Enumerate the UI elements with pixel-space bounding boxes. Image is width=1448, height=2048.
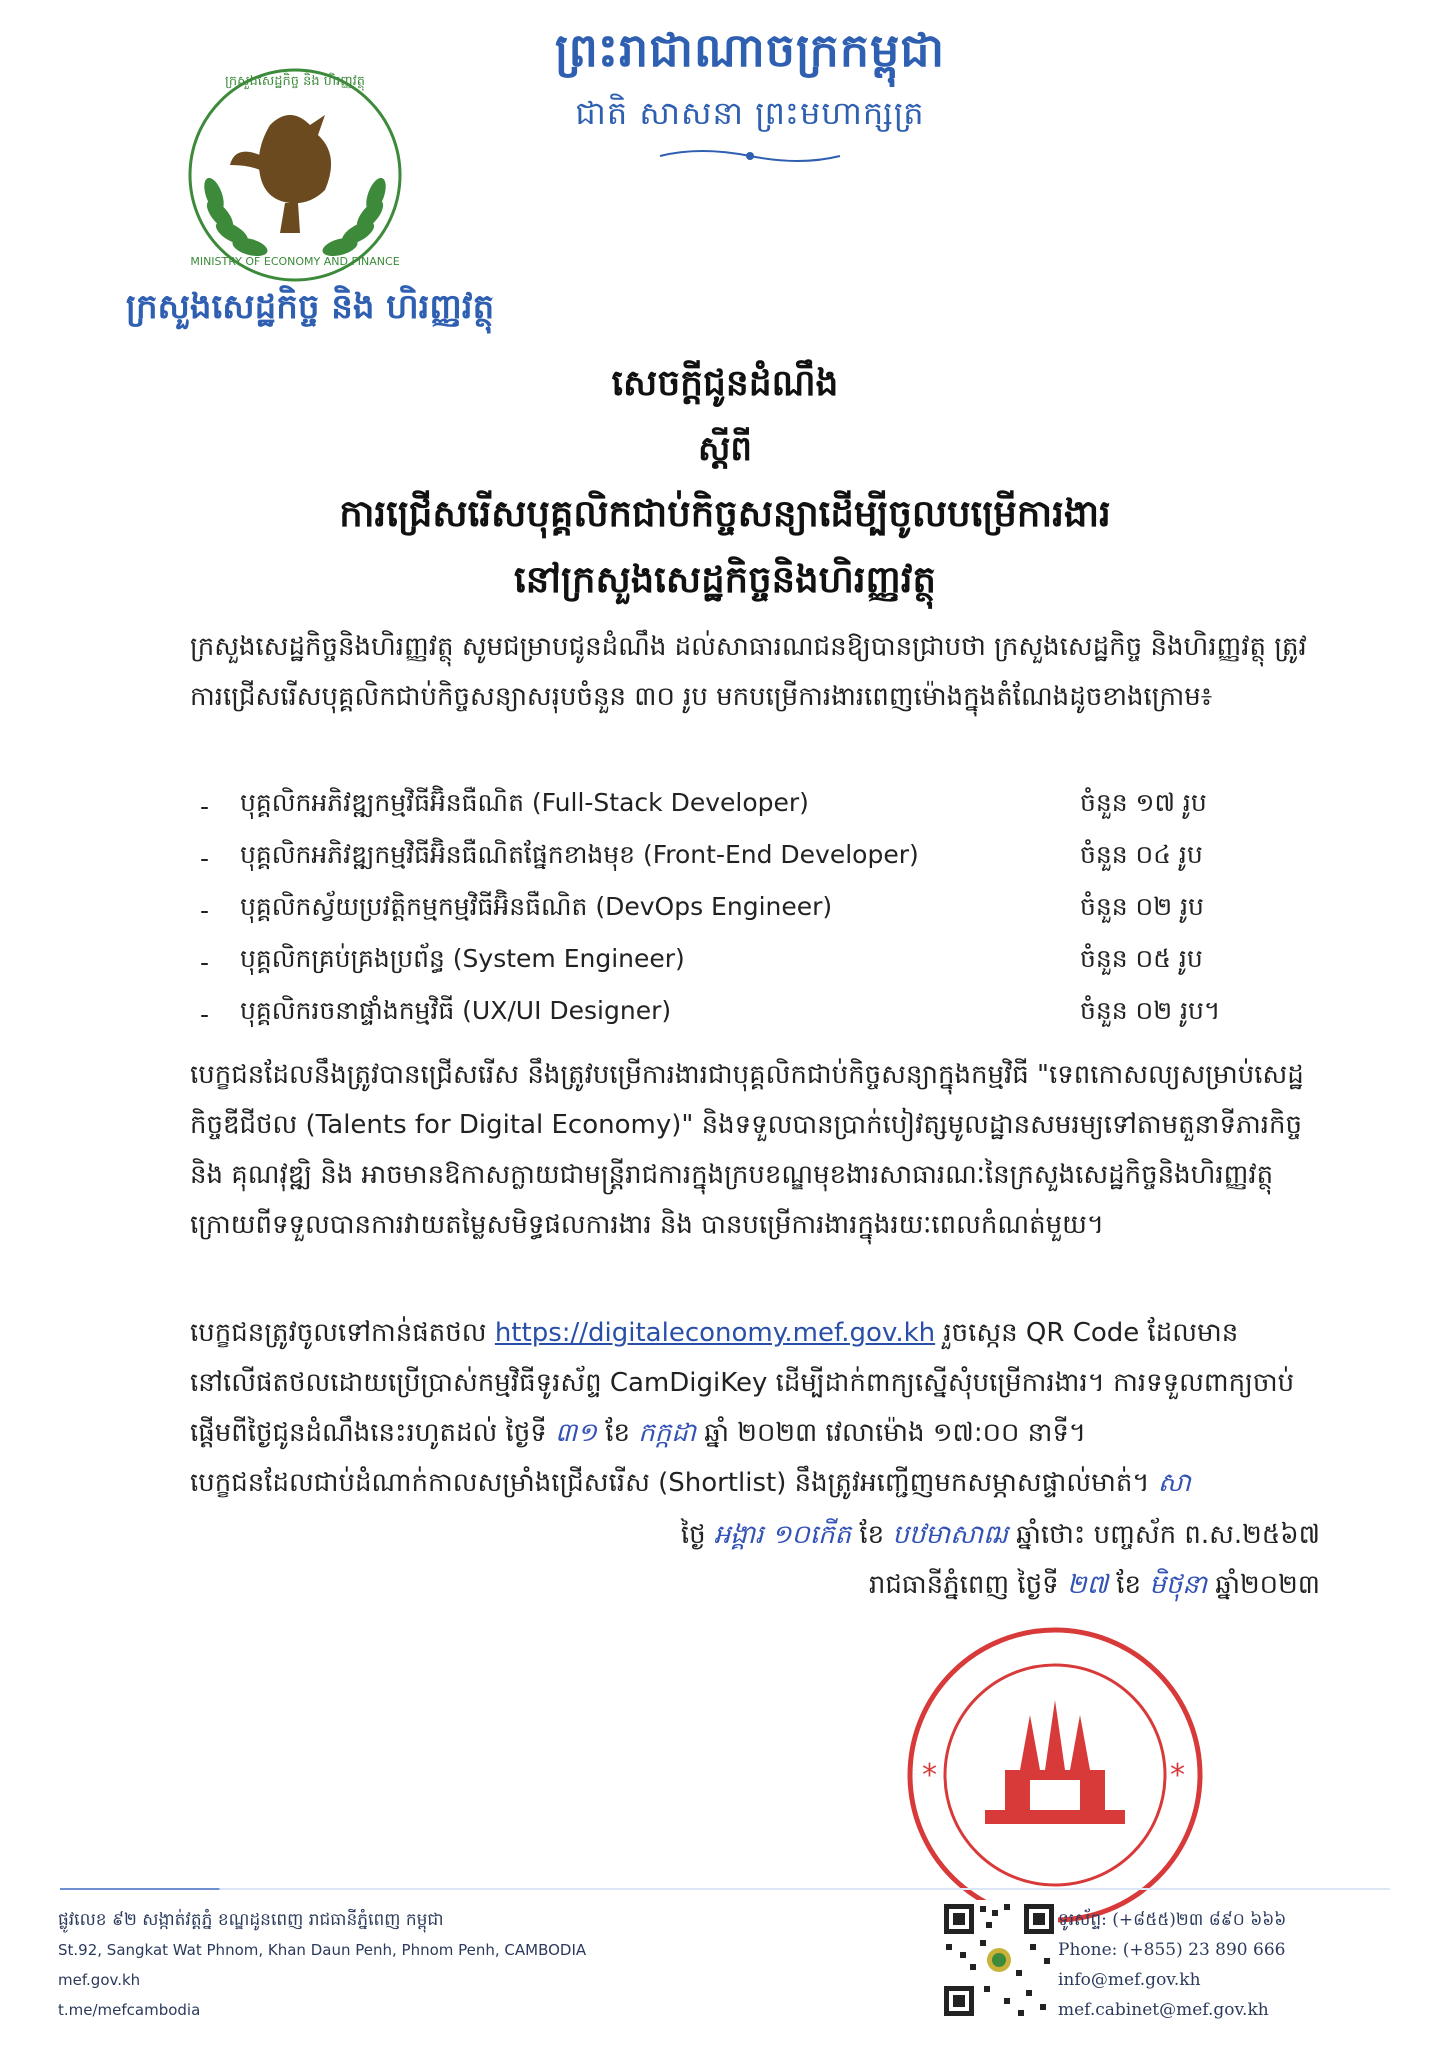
position-label: បុគ្គលិកអភិវឌ្ឍកម្មវិធីអ៊ិនធឺណិតផ្នែកខាងមុខ (Front-End Developer) — [240, 840, 919, 869]
shortlist-paragraph — [190, 1458, 1330, 1508]
position-label: បុគ្គលិករចនាផ្ទាំងកម្មវិធី (UX/UI Designer) — [240, 996, 672, 1025]
lunar-date — [600, 1510, 1320, 1560]
footer-contact — [1058, 1905, 1388, 2025]
list-bullet: - — [200, 895, 210, 925]
date-block — [600, 1510, 1320, 1610]
position-count: ចំនួន ០៥ រូប — [1080, 944, 1203, 973]
telegram-link[interactable]: t.me/mefcambodia — [58, 2001, 201, 2019]
notice-title-block — [160, 360, 1290, 611]
program-paragraph: បេក្ខជនដែលនឹងត្រូវបានជ្រើសរើស នឹងត្រូវបម្រើការងារជាបុគ្គលិកជាប់កិច្ចសន្យាក្នុងកម្មវិធី "ទេពកោសល្យសម្រាប់សេដ្ឋកិច្ចឌីជីថល (Talents for Digital Economy)" និងទទួលបានប្រាក់បៀវត្សមូលដ្ឋានសមរម្យទៅតាមតួនាទីភារកិច្ច និង គុណវុឌ្ឍិ និង អាចមានឱកាសក្លាយជាមន្ត្រីរាជការក្នុងក្របខណ្ឌមុខងារសាធារណៈនៃក្រសួងសេដ្ឋកិច្ចនិងហិរញ្ញវត្ថុ ក្រោយពីទទួលបានការវាយតម្លៃសមិទ្ធផលការងារ និង បានបម្រើការងារក្នុងរយៈពេលកំណត់មួយ។ — [190, 1060, 1304, 1240]
position-count: ចំនួន ០២ រូប។ — [1080, 996, 1221, 1025]
list-item — [200, 988, 1280, 1040]
application-paragraph — [190, 1308, 1330, 1458]
deadline-tail: ឆ្នាំ ២០២៣ វេលាម៉ោង ១៧:០០ នាទី។ — [704, 1418, 1087, 1448]
phone-kh: ទូរស័ព្ទ: (+៨៥៥)២៣ ៨៩០ ៦៦៦ — [1058, 1910, 1287, 1930]
address-en: St.92, Sangkat Wat Phnom, Khan Daun Penh, Phnom Penh, CAMBODIA — [58, 1941, 587, 1959]
notice-subject-label: ស្តីពី — [698, 429, 752, 469]
email-cabinet[interactable]: mef.cabinet@mef.gov.kh — [1058, 2000, 1269, 2020]
lunar-month: បឋមាសាឍ — [892, 1520, 1008, 1550]
positions-list — [200, 780, 1280, 1040]
position-count: ចំនួន ០២ រូប — [1080, 892, 1204, 921]
footer-divider — [60, 1888, 1390, 1890]
solar-day: ២៧ — [1066, 1570, 1108, 1600]
kingdom-motto: ជាតិ សាសនា ព្រះមហាក្សត្រ — [575, 94, 925, 132]
svg-text:*: * — [922, 1758, 937, 1793]
position-label: បុគ្គលិកស្វ័យប្រវត្តិកម្មកម្មវិធីអ៊ិនធឺណិត (DevOps Engineer) — [240, 892, 833, 921]
notice-title: សេចក្តីជូនដំណឹង — [611, 363, 839, 404]
deadline-month: កក្កដា — [638, 1418, 696, 1448]
solar-month-word: ខែ — [1116, 1570, 1141, 1600]
logo-ring-text-kh: ក្រសួងសេដ្ឋកិច្ច និង ហិរញ្ញវត្ថុ — [224, 74, 366, 89]
website-link[interactable]: mef.gov.kh — [58, 1971, 141, 1989]
list-bullet: - — [200, 791, 210, 821]
kingdom-title: ព្រះរាជាណាចក្រកម្ពុជា — [554, 23, 946, 77]
handwritten-mark: សា — [1157, 1468, 1191, 1498]
position-count: ចំនួន ១៧ រូប — [1080, 788, 1207, 817]
list-bullet: - — [200, 843, 210, 873]
address-kh: ផ្លូវលេខ ៩២ សង្កាត់វត្តភ្នំ ខណ្ឌដូនពេញ រាជធានីភ្នំពេញ កម្ពុជា — [58, 1910, 444, 1930]
lunar-prefix: ថ្ងៃ — [680, 1520, 706, 1550]
list-item — [200, 936, 1280, 988]
qr-code[interactable] — [940, 1900, 1058, 2020]
email-info[interactable]: info@mef.gov.kh — [1058, 1970, 1201, 1990]
logo-ring-text-en: MINISTRY OF ECONOMY AND FINANCE — [190, 255, 400, 268]
notice-subject-line1: ការជ្រើសរើសបុគ្គលិកជាប់កិច្ចសន្យាដើម្បីចូលបម្រើការងារ — [339, 492, 1111, 535]
lunar-month-word: ខែ — [859, 1520, 885, 1550]
svg-text:*: * — [1170, 1758, 1185, 1793]
deadline-month-word: ខែ — [605, 1418, 630, 1448]
solar-year: ឆ្នាំ២០២៣ — [1215, 1570, 1320, 1600]
deadline-day: ៣១ — [555, 1418, 597, 1448]
list-bullet: - — [200, 947, 210, 977]
position-count: ចំនួន ០៤ រូប — [1080, 840, 1203, 869]
kingdom-header — [470, 22, 1030, 172]
list-bullet: - — [200, 999, 210, 1029]
shortlist-text: បេក្ខជនដែលជាប់ដំណាក់កាលសម្រាំងជ្រើសរើស (Shortlist) នឹងត្រូវអញ្ជើញមកសម្ភាសផ្ទាល់មាត់។ — [190, 1468, 1150, 1498]
official-seal — [890, 1620, 1220, 1930]
intro-paragraph: ក្រសួងសេដ្ឋកិច្ចនិងហិរញ្ញវត្ថុ សូមជម្រាបជូនដំណឹង ដល់សាធារណជនឱ្យបានជ្រាបថា ក្រសួងសេដ្ឋកិច្ច និងហិរញ្ញវត្ថុ ត្រូវការជ្រើសរើសបុគ្គលិកជាប់កិច្ចសន្យាសរុបចំនួន ៣០ រូប មកបម្រើការងារពេញម៉ោងក្នុងតំណែងដូចខាងក្រោម៖ — [190, 632, 1307, 712]
solar-month: មិថុនា — [1149, 1570, 1207, 1600]
list-item — [200, 832, 1280, 884]
notice-subject-line2: នៅក្រសួងសេដ្ឋកិច្ចនិងហិរញ្ញវត្ថុ — [513, 558, 937, 601]
solar-prefix: រាជធានីភ្នំពេញ ថ្ងៃទី — [868, 1570, 1059, 1600]
solar-date — [600, 1560, 1320, 1610]
ministry-name: ក្រសួងសេដ្ឋកិច្ច និង ហិរញ្ញវត្ថុ — [125, 287, 495, 327]
list-item — [200, 884, 1280, 936]
ornament-divider — [470, 144, 1030, 172]
footer-address — [58, 1905, 658, 2025]
application-text-suffix: រួចស្កេន QR Code ដែលមាននៅលើផតថលដោយប្រើប្រាស់កម្មវិធីទូរស័ព្ទ CamDigiKey ដើម្បីដាក់ពាក្យស្នើសុំបម្រើការងារ។ ការទទួលពាក្យចាប់ផ្តើមពីថ្ងៃជូនដំណឹងនេះរហូតដល់ ថ្ងៃទី — [190, 1318, 1295, 1448]
position-label: បុគ្គលិកគ្រប់គ្រងប្រព័ន្ធ (System Engineer) — [240, 944, 685, 973]
application-text-prefix: បេក្ខជនត្រូវចូលទៅកាន់ផតថល — [190, 1318, 487, 1348]
phone-en: Phone: (+855) 23 890 666 — [1058, 1940, 1286, 1960]
lunar-day: អង្គារ ១០កើត — [713, 1520, 852, 1550]
lunar-year: ឆ្នាំថោះ បញ្ចស័ក ព.ស.២៥៦៧ — [1016, 1520, 1320, 1550]
position-label: បុគ្គលិកអភិវឌ្ឍកម្មវិធីអ៊ិនធឺណិត (Full-Stack Developer) — [240, 788, 809, 817]
portal-link[interactable]: https://digitaleconomy.mef.gov.kh — [494, 1318, 936, 1348]
ministry-logo — [150, 55, 440, 295]
list-item — [200, 780, 1280, 832]
